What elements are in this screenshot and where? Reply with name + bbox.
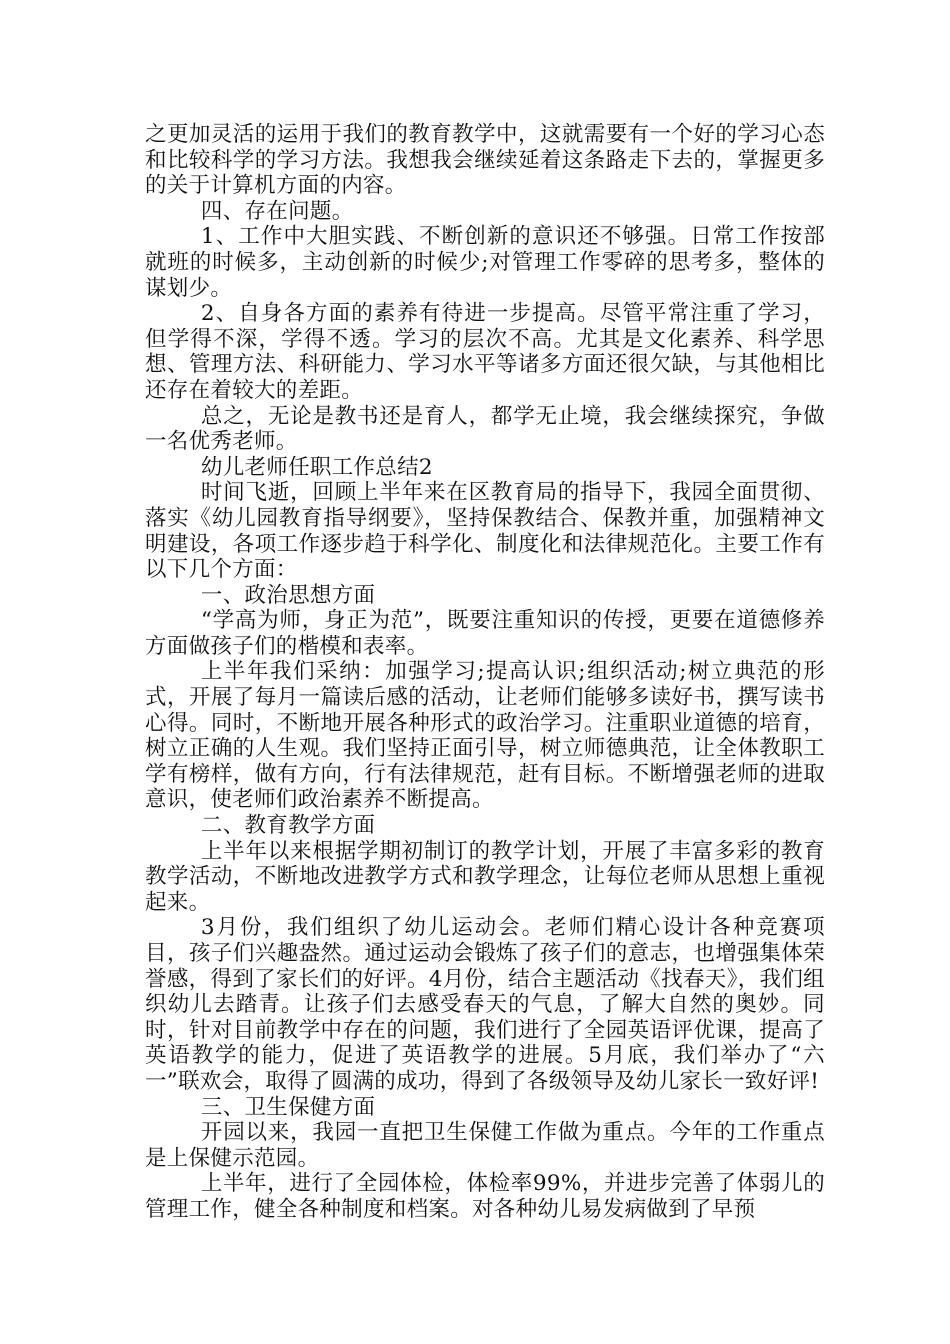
paragraph-teaching-events: 3月份，我们组织了幼儿运动会。老师们精心设计各种竞赛项目，孩子们兴趣盎然。通过运动会锻炼了孩子们的意志，也增强集体荣誉感，得到了家长们的好评。4月份，结合主题活动《找春天》，我们组织幼儿去踏青。让孩子们去感受春天的气息，了解大自然的奥妙。同时，针对目前教学中存在的问题，我们进行了全园英语评优课，提高了英语教学的能力，促进了英语教学的进展。5月底，我们举办了“六一”联欢会，取得了圆满的成功，得到了各级领导及幼儿家长一致好评! bbox=[145, 915, 825, 1094]
section-heading-politics: 一、政治思想方面 bbox=[200, 582, 376, 608]
paragraph-politics-detail: 上半年我们采纳：加强学习;提高认识;组织活动;树立典范的形式，开展了每月一篇读后感的活动，让老师们能够多读好书，撰写读书心得。同时，不断地开展各种形式的政治学习。注重职业道德的培育，树立正确的人生观。我们坚持正面引导，树立师德典范，让全体教职工学有榜样，做有方向，行有法律规范，赶有目标。不断增强老师的进取意识，使老师们政治素养不断提高。 bbox=[145, 659, 825, 813]
paragraph-intro: 时间飞逝，回顾上半年来在区教育局的指导下，我园全面贯彻、落实《幼儿园教育指导纲要》，坚持保教结合、保教并重，加强精神文明建设，各项工作逐步趋于科学化、制度化和法律规范化。主要工作有以下几个方面： bbox=[145, 480, 825, 583]
paragraph-health-focus: 开园以来，我园一直把卫生保健工作做为重点。今年的工作重点是上保健示范园。 bbox=[145, 1120, 825, 1171]
paragraph-conclusion: 总之，无论是教书还是育人，都学无止境，我会继续探究，争做一名优秀老师。 bbox=[145, 403, 825, 455]
paragraph-continuation: 之更加灵活的运用于我们的教育教学中，这就需要有一个好的学习心态和比较科学的学习方法。我想我会继续延着这条路走下去的，掌握更多的关于计算机方面的内容。 bbox=[145, 122, 825, 199]
paragraph-problem-2: 2、自身各方面的素养有待进一步提高。尽管平常注重了学习，但学得不深，学得不透。学习的层次不高。尤其是文化素养、科学思想、管理方法、科研能力、学习水平等诸多方面还很欠缺，与其他相比还存在着较大的差距。 bbox=[145, 301, 825, 403]
paragraph-problem-1: 1、工作中大胆实践、不断创新的意识还不够强。日常工作按部就班的时候多，主动创新的时候少;对管理工作零碎的思考多，整体的谋划少。 bbox=[145, 224, 825, 301]
section-heading-problems: 四、存在问题。 bbox=[200, 198, 354, 224]
section-heading-teaching: 二、教育教学方面 bbox=[200, 813, 376, 839]
document-subtitle: 幼儿老师任职工作总结2 bbox=[200, 454, 433, 480]
section-heading-health: 三、卫生保健方面 bbox=[200, 1094, 376, 1120]
paragraph-politics-quote: “学高为师，身正为范”，既要注重知识的传授，更要在道德修养方面做孩子们的楷模和表率。 bbox=[145, 608, 825, 659]
paragraph-teaching-plan: 上半年以来根据学期初制订的教学计划，开展了丰富多彩的教育教学活动，不断地改进教学方式和教学理念，让每位老师从思想上重视起来。 bbox=[145, 838, 825, 915]
paragraph-health-checkup: 上半年，进行了全园体检，体检率99%，并进步完善了体弱儿的管理工作，健全各种制度和档案。对各种幼儿易发病做到了早预 bbox=[145, 1171, 825, 1222]
document-page bbox=[145, 122, 825, 1223]
